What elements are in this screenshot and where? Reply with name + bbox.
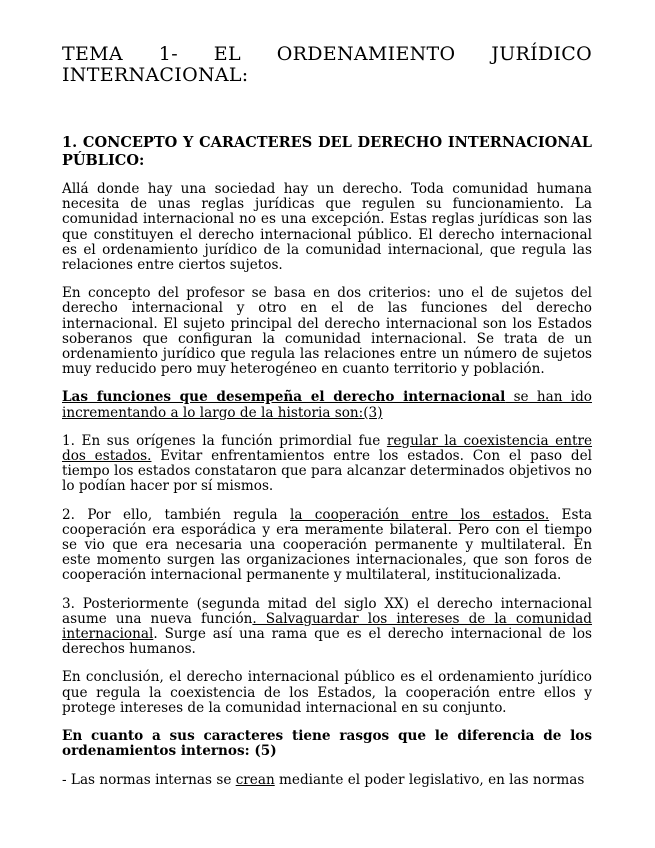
functions-heading-rest: se han ido incrementando a lo largo de la historia son:(3)	[62, 389, 592, 421]
paragraph-functions-intro	[62, 390, 592, 420]
paragraph-concept: En concepto del profesor se basa en dos criterios: uno el de sujetos del derecho internacional y otro en el de las funciones del derecho internacional. El sujeto principal del derecho internacional son los Estados soberanos que configuran la comunidad internacional. Se trata de un ordenamiento jurídico que regula las relaciones entre un número de sujetos muy reducido pero muy heterogéneo en cuanto territorio y población.	[62, 285, 592, 378]
paragraph-function-3	[62, 597, 592, 658]
characters-heading: En cuanto a sus caracteres tiene rasgos que le diferencia de los ordenamientos internos: (5)	[62, 728, 592, 760]
underlined-text: regular la coexistencia entre dos estados.	[62, 432, 592, 465]
paragraph-intro: Allá donde hay una sociedad hay un derecho. Toda comunidad humana necesita de unas reglas jurídicas que regulen su funcionamiento. La comunidad internacional no es una excepción. Estas reglas jurídicas son las que constituyen el derecho internacional público. El derecho internacional es el ordenamiento jurídico de la comunidad internacional, que regula las relaciones entre ciertos sujetos.	[62, 181, 592, 274]
underlined-text: crean	[235, 771, 275, 788]
text-run: - Las normas internas se	[62, 771, 236, 788]
text-run: Esta cooperación era esporádica y era meramente bilateral. Pero con el tiempo se vio que era necesaria una cooperación permanente y multilateral. En este momento surgen las organizaciones internacionales, que son foros de cooperación internacional permanente y multilateral, institucionalizada.	[62, 506, 592, 584]
underlined-text: . Salvaguardar los intereses de la comunidad internacional	[62, 610, 592, 643]
section-heading: 1. CONCEPTO Y CARACTERES DEL DERECHO INTERNACIONAL PÚBLICO:	[62, 134, 592, 169]
paragraph-norms	[62, 773, 592, 788]
document-title: TEMA 1- EL ORDENAMIENTO JURÍDICO INTERNACIONAL:	[62, 43, 592, 86]
paragraph-conclusion: En conclusión, el derecho internacional público es el ordenamiento jurídico que regula la coexistencia de los Estados, la cooperación entre ellos y protege intereses de la comunidad internacional en su conjunto.	[62, 669, 592, 716]
text-run: mediante el poder legislativo, en las normas	[274, 771, 585, 788]
text-run: 2. Por ello, también regula	[62, 506, 290, 523]
paragraph-function-2	[62, 508, 592, 584]
text-run: 1. En sus orígenes la función primordial fue	[62, 432, 387, 449]
text-run: 3. Posteriormente (segunda mitad del siglo XX) el derecho internacional asume una nueva función	[62, 595, 592, 627]
paragraph-function-1	[62, 434, 592, 495]
text-run: . Surge así una rama que es el derecho internacional de los derechos humanos.	[62, 626, 592, 658]
functions-heading: Las funciones que desempeña el derecho internacional	[62, 389, 506, 406]
text-run: Evitar enfrentamientos entre los estados. Con el paso del tiempo los estados constataron que para alcanzar determinados objetivos no lo podían hacer por sí mismos.	[62, 448, 592, 495]
underlined-text: la cooperación entre los estados.	[290, 506, 550, 523]
